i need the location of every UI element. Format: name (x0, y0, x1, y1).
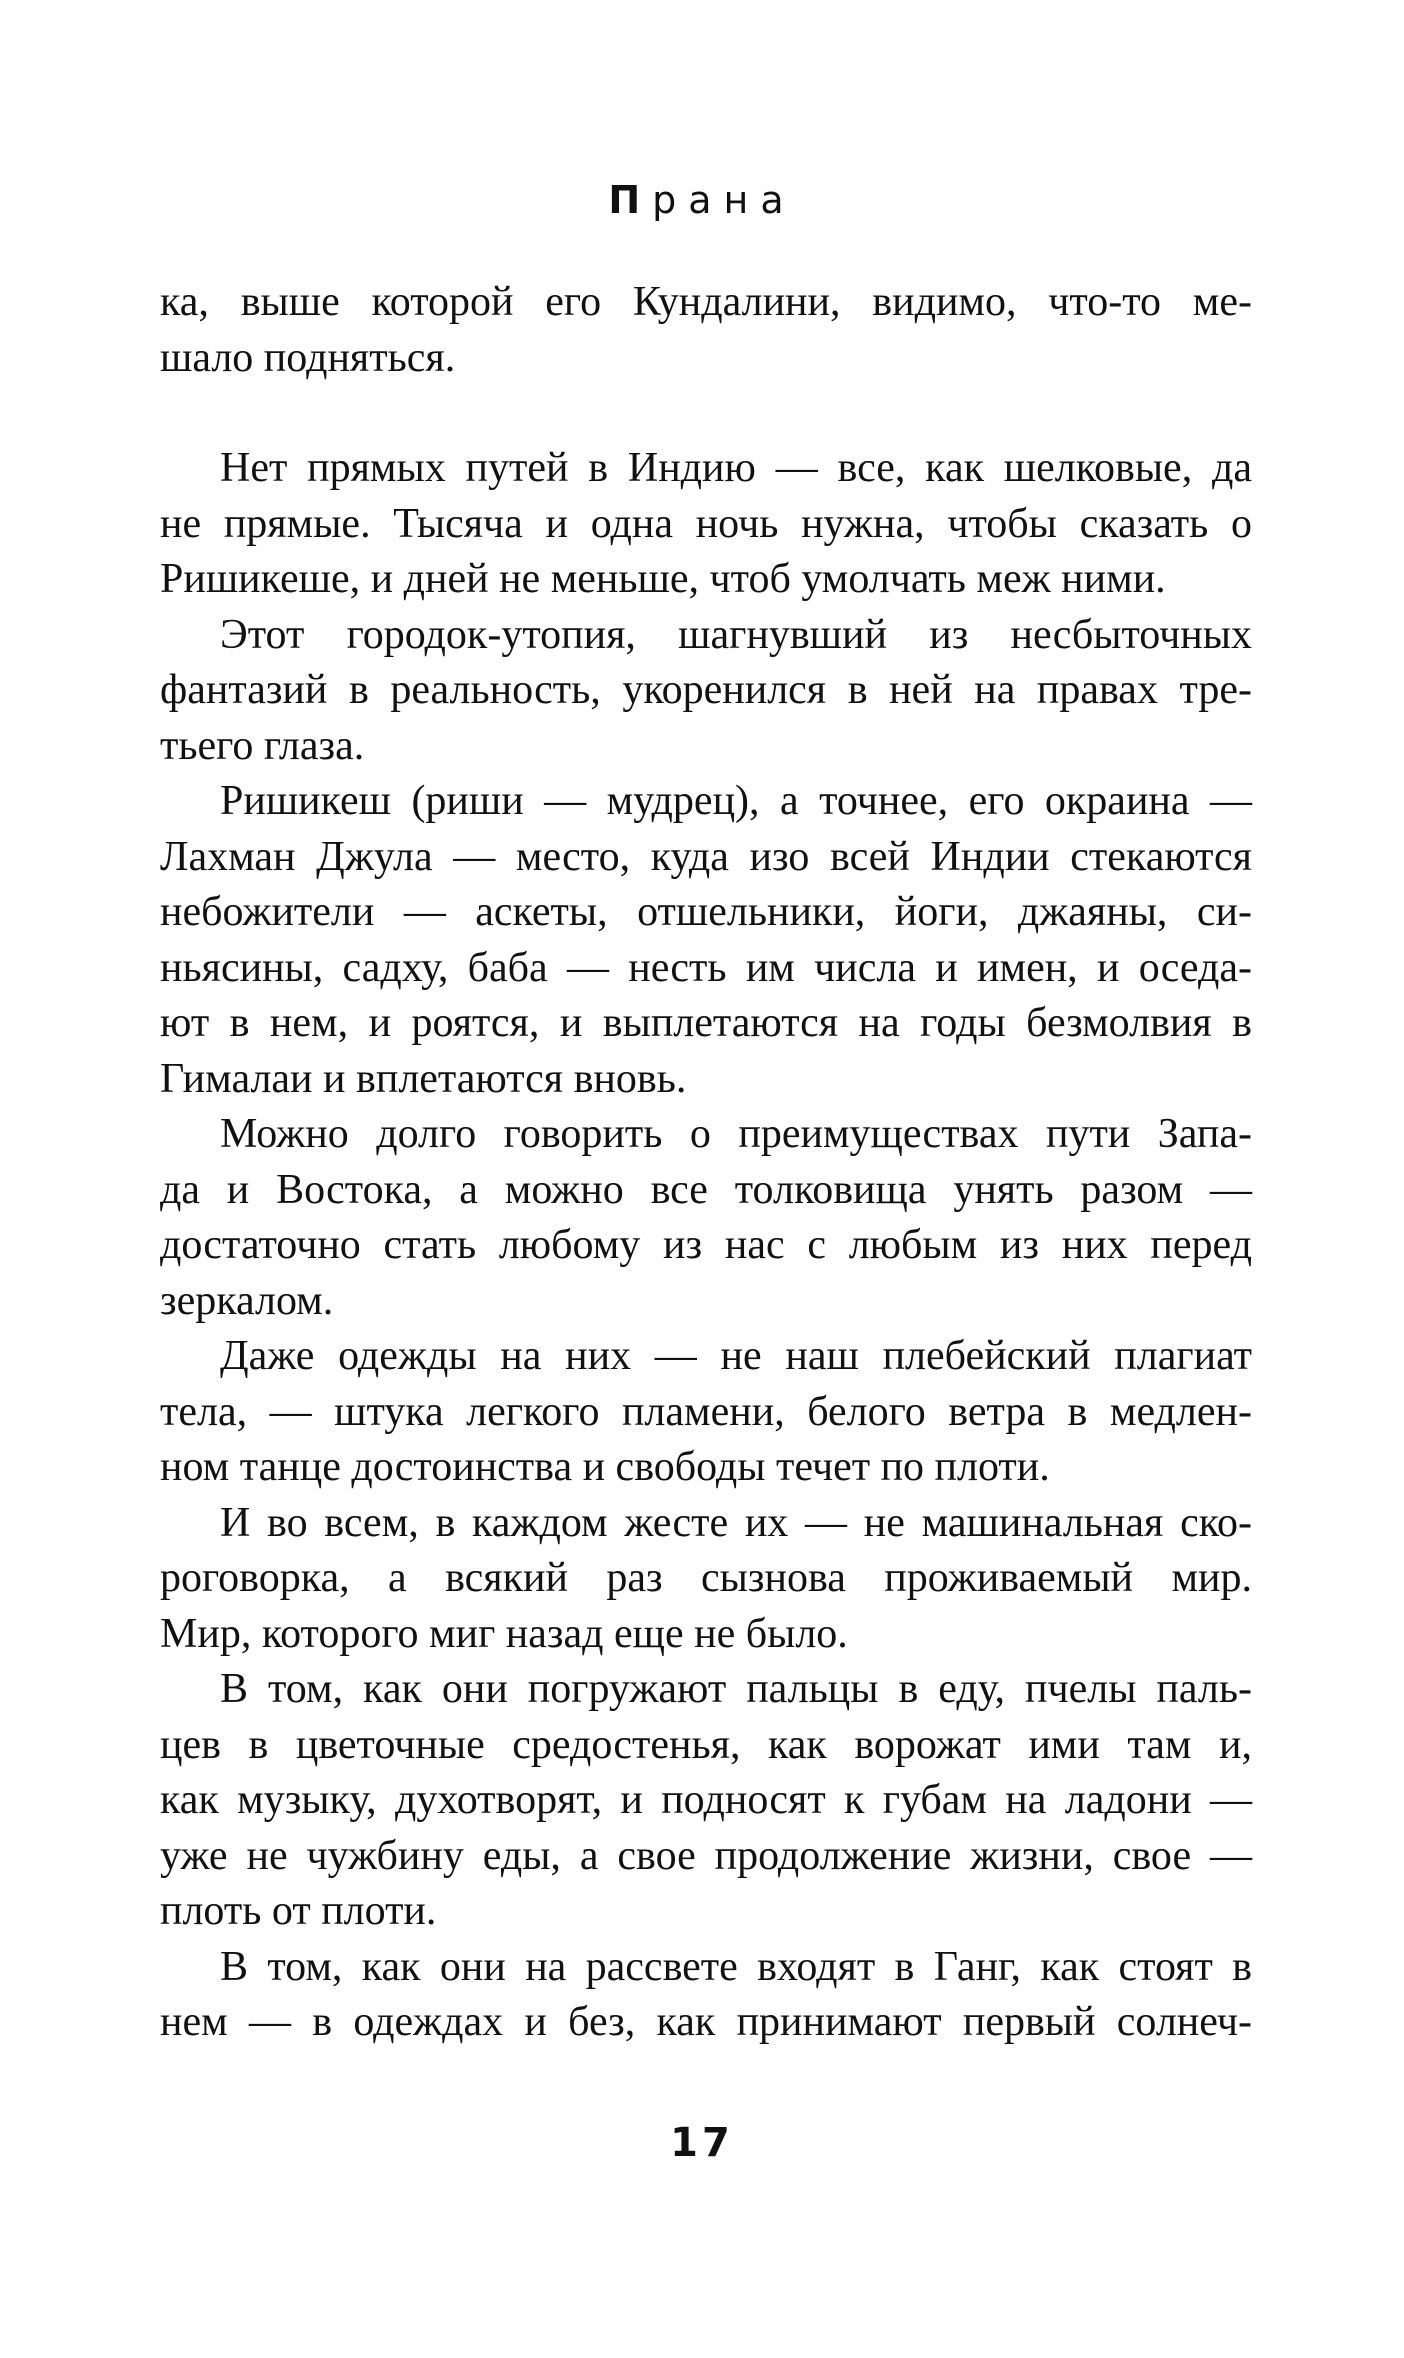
running-head (0, 178, 1404, 222)
text-line: небожители — аскеты, отшельники, йоги, джаяны, си- (160, 889, 1252, 935)
text-line: да и Востока, а можно все толковища унять разом — (160, 1166, 1252, 1213)
paragraph (160, 1940, 1252, 2051)
paragraph (160, 1496, 1252, 1663)
text-line: тела, — штука легкого пламени, белого ветра в медлен- (160, 1388, 1252, 1435)
text-line: роговорка, а всякий раз сызнова проживаемый мир. (160, 1555, 1252, 1601)
paragraph (160, 774, 1252, 1107)
text-line: Этот городок-утопия, шагнувший из несбыточных (220, 611, 1252, 658)
text-line: не прямые. Тысяча и одна ночь нужна, чтобы сказать о (160, 500, 1252, 547)
text-line: В том, как они на рассвете входят в Ганг, как стоят в (220, 1943, 1252, 1990)
text-line: цев в цветочные средостенья, как ворожат ими там и, (160, 1721, 1252, 1768)
text-line: тьего глаза. (160, 722, 365, 769)
text-line: Ришикеше, и дней не меньше, чтоб умолчать меж ними. (160, 556, 1166, 602)
text-line: ном танце достоинства и свободы течет по плоти. (160, 1444, 1050, 1490)
text-line: Нет прямых путей в Индию — все, как шелковые, да (220, 445, 1252, 491)
page-number: 17 (670, 2120, 734, 2166)
text-line: Мир, которого миг назад еще не было. (160, 1610, 848, 1657)
text-line: Можно долго говорить о преимуществах пути Запа- (220, 1111, 1252, 1157)
text-line: зеркалом. (160, 1277, 334, 1324)
text-line: Ришикеш (риши — мудрец), а точнее, его окраина — (220, 778, 1252, 824)
paragraph (160, 608, 1252, 775)
paragraph (160, 1329, 1252, 1496)
text-line: уже не чужбину еды, а свое продолжение жизни, свое — (160, 1832, 1252, 1879)
text-line: плоть от плоти. (160, 1888, 437, 1934)
text-line: Лахман Джула — место, куда изо всей Индии стекаются (160, 833, 1252, 880)
text-line: В том, как они погружают пальцы в еду, пчелы паль- (220, 1666, 1252, 1712)
text-line: И во всем, в каждом жесте их — не машинальная ско- (220, 1499, 1252, 1546)
paragraph (160, 1107, 1252, 1329)
text-line: шало подняться. (160, 334, 456, 381)
text-line: Гималаи и вплетаются вновь. (160, 1055, 687, 1102)
text-line: достаточно стать любому из нас с любым из них перед (160, 1222, 1252, 1268)
text-line: как музыку, духотворят, и подносят к губам на ладони — (160, 1777, 1252, 1823)
text-line: фантазий в реальность, укоренился в ней на правах тре- (160, 667, 1252, 713)
text-line: ют в нем, и роятся, и выплетаются на годы безмолвия в (160, 1000, 1252, 1046)
paragraph (160, 275, 1252, 386)
paragraph-gap (160, 386, 1252, 441)
text-line: ньясины, садху, баба — несть им числа и имен, и оседа- (160, 944, 1252, 991)
text-line: нем — в одеждах и без, как принимают первый солнеч- (160, 1999, 1252, 2045)
paragraph (160, 441, 1252, 608)
paragraph (160, 1662, 1252, 1940)
text-line: Даже одежды на них — не наш плебейский плагиат (220, 1333, 1252, 1379)
body-text (160, 275, 1252, 2051)
running-head-rest: рана (652, 178, 796, 222)
running-head-initial: П (608, 178, 653, 222)
text-line: ка, выше которой его Кундалини, видимо, что-то ме- (160, 279, 1252, 325)
